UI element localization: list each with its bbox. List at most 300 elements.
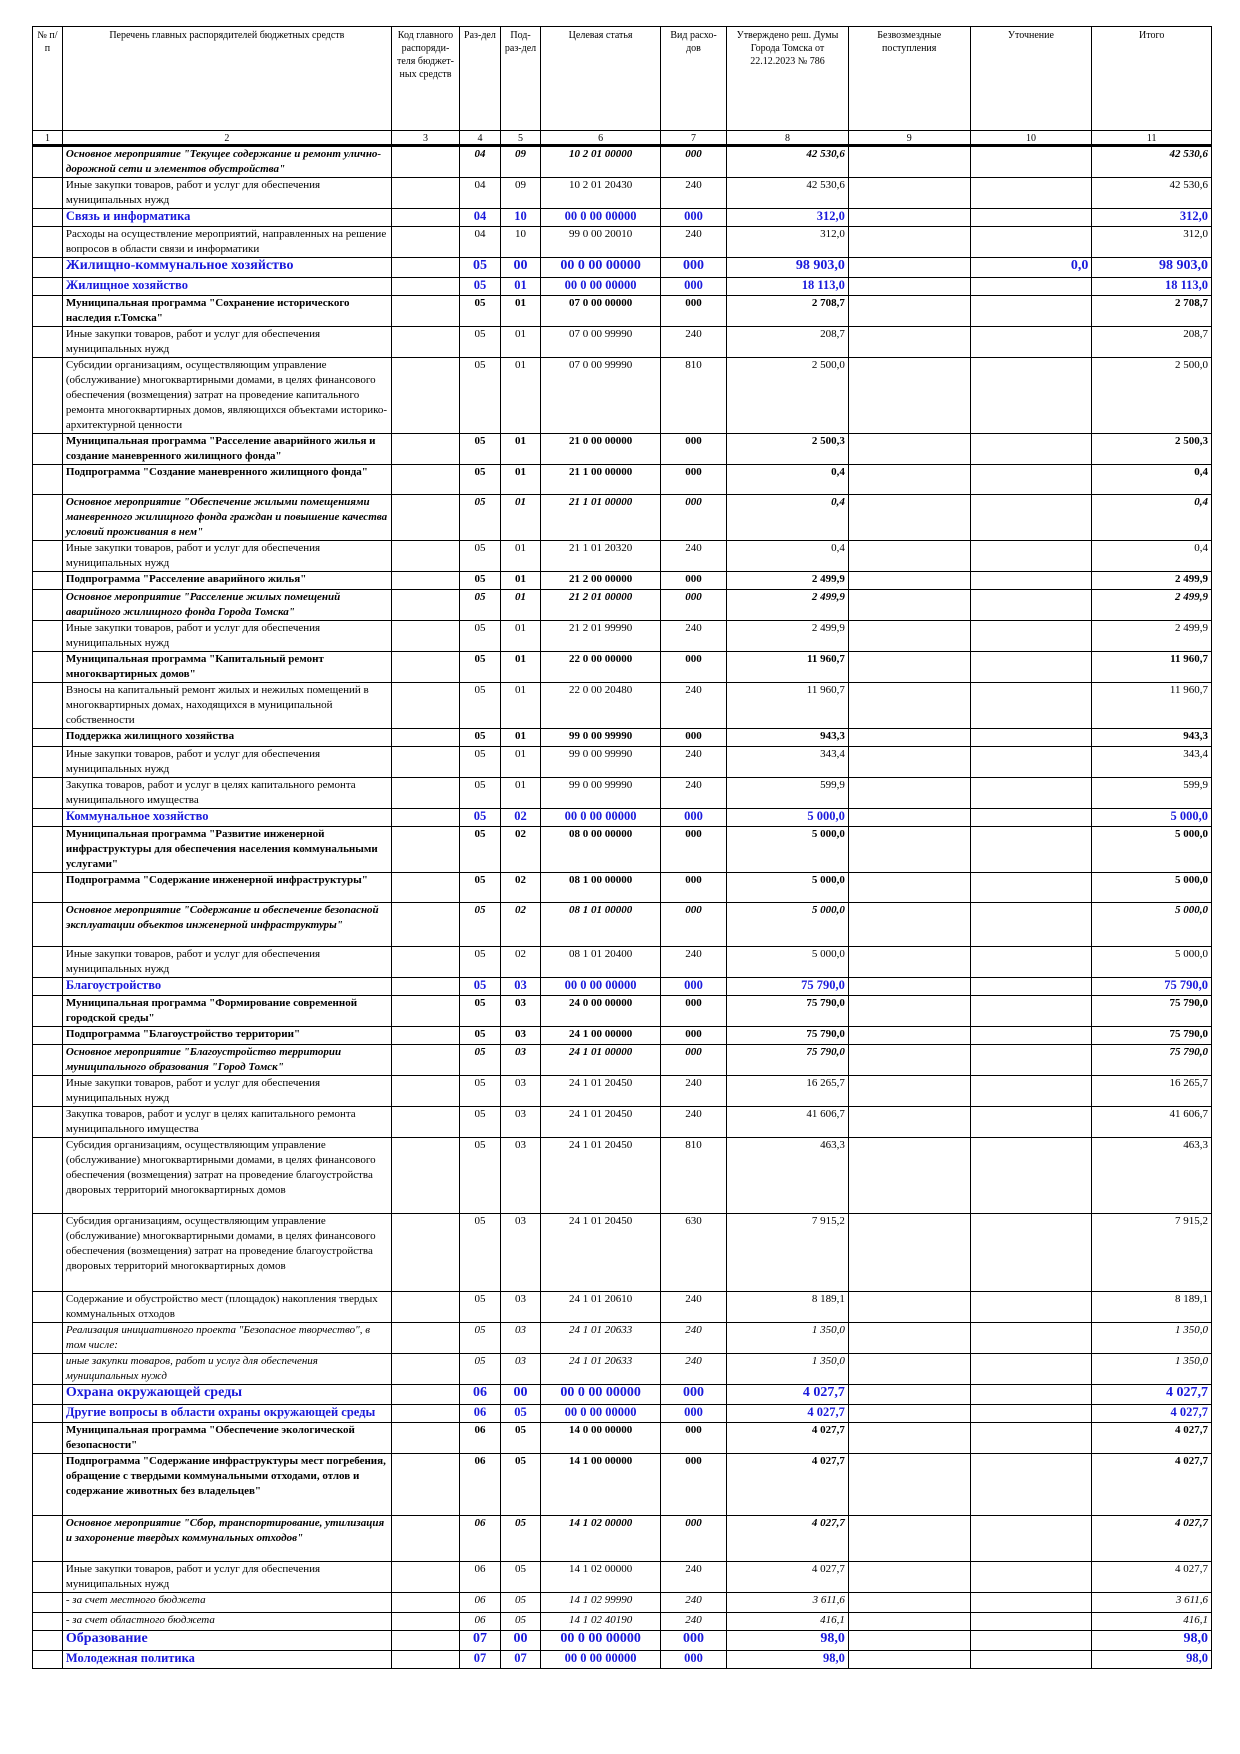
glavn-code-cell xyxy=(391,1107,459,1138)
gratuitous-amount-cell xyxy=(848,978,970,996)
table-row xyxy=(33,590,1212,621)
podrazdel-cell: 05 xyxy=(500,1613,541,1631)
total-amount-cell: 16 265,7 xyxy=(1092,1076,1212,1107)
podrazdel-cell: 03 xyxy=(500,1292,541,1323)
expense-type-cell: 810 xyxy=(660,358,726,434)
approved-amount-cell: 4 027,7 xyxy=(727,1454,849,1516)
podrazdel-cell: 10 xyxy=(500,209,541,227)
total-amount-cell: 1 350,0 xyxy=(1092,1354,1212,1385)
target-article-cell: 24 1 01 20633 xyxy=(541,1354,661,1385)
approved-amount-cell: 11 960,7 xyxy=(727,652,849,683)
adjustment-amount-cell xyxy=(970,827,1092,873)
adjustment-amount-cell xyxy=(970,278,1092,296)
target-article-cell: 99 0 00 20010 xyxy=(541,227,661,258)
glavn-code-cell xyxy=(391,1651,459,1669)
razdel-cell: 04 xyxy=(460,178,501,209)
razdel-cell: 06 xyxy=(460,1593,501,1613)
target-article-cell: 00 0 00 00000 xyxy=(541,258,661,278)
gratuitous-amount-cell xyxy=(848,1613,970,1631)
podrazdel-cell: 03 xyxy=(500,1214,541,1292)
header-col-adjustment: Уточнение xyxy=(970,27,1092,131)
total-amount-cell: 2 499,9 xyxy=(1092,572,1212,590)
table-row xyxy=(33,1613,1212,1631)
row-number-cell xyxy=(33,683,63,729)
podrazdel-cell: 03 xyxy=(500,1323,541,1354)
podrazdel-cell: 01 xyxy=(500,541,541,572)
glavn-code-cell xyxy=(391,572,459,590)
gratuitous-amount-cell xyxy=(848,146,970,178)
podrazdel-cell: 02 xyxy=(500,809,541,827)
podrazdel-cell: 01 xyxy=(500,495,541,541)
total-amount-cell: 41 606,7 xyxy=(1092,1107,1212,1138)
row-number-cell xyxy=(33,747,63,778)
total-amount-cell: 7 915,2 xyxy=(1092,1214,1212,1292)
row-number-cell xyxy=(33,1423,63,1454)
glavn-code-cell xyxy=(391,621,459,652)
target-article-cell: 24 1 01 20450 xyxy=(541,1138,661,1214)
podrazdel-cell: 03 xyxy=(500,1107,541,1138)
adjustment-amount-cell xyxy=(970,621,1092,652)
total-amount-cell: 2 499,9 xyxy=(1092,590,1212,621)
header-col-target-article: Целевая статья xyxy=(541,27,661,131)
adjustment-amount-cell xyxy=(970,465,1092,495)
razdel-cell: 05 xyxy=(460,652,501,683)
row-number-cell xyxy=(33,778,63,809)
item-name-cell: Подпрограмма "Содержание инженерной инфраструктуры" xyxy=(62,873,391,903)
item-name-cell: Субсидия организациям, осуществляющим управление (обслуживание) многоквартирными домами, в целях финансового обеспечения (возмещения) затрат на проведение благоустройства дворовых территорий многоквартирных домов xyxy=(62,1214,391,1292)
approved-amount-cell: 75 790,0 xyxy=(727,1045,849,1076)
razdel-cell: 05 xyxy=(460,809,501,827)
adjustment-amount-cell xyxy=(970,903,1092,947)
row-number-cell xyxy=(33,621,63,652)
approved-amount-cell: 5 000,0 xyxy=(727,873,849,903)
approved-amount-cell: 312,0 xyxy=(727,227,849,258)
adjustment-amount-cell xyxy=(970,227,1092,258)
expense-type-cell: 000 xyxy=(660,209,726,227)
target-article-cell: 24 1 01 20450 xyxy=(541,1076,661,1107)
table-row xyxy=(33,1076,1212,1107)
podrazdel-cell: 01 xyxy=(500,747,541,778)
table-row xyxy=(33,1292,1212,1323)
expense-type-cell: 240 xyxy=(660,1076,726,1107)
gratuitous-amount-cell xyxy=(848,1107,970,1138)
table-row xyxy=(33,296,1212,327)
approved-amount-cell: 599,9 xyxy=(727,778,849,809)
table-row xyxy=(33,258,1212,278)
total-amount-cell: 2 499,9 xyxy=(1092,621,1212,652)
adjustment-amount-cell: 0,0 xyxy=(970,258,1092,278)
gratuitous-amount-cell xyxy=(848,541,970,572)
podrazdel-cell: 05 xyxy=(500,1593,541,1613)
adjustment-amount-cell xyxy=(970,1323,1092,1354)
razdel-cell: 05 xyxy=(460,1292,501,1323)
row-number-cell xyxy=(33,873,63,903)
podrazdel-cell: 01 xyxy=(500,778,541,809)
row-number-cell xyxy=(33,1027,63,1045)
item-name-cell: Молодежная политика xyxy=(62,1651,391,1669)
podrazdel-cell: 03 xyxy=(500,1045,541,1076)
row-number-cell xyxy=(33,296,63,327)
total-amount-cell: 312,0 xyxy=(1092,209,1212,227)
razdel-cell: 05 xyxy=(460,978,501,996)
target-article-cell: 21 0 00 00000 xyxy=(541,434,661,465)
podrazdel-cell: 01 xyxy=(500,683,541,729)
item-name-cell: Основное мероприятие "Сбор, транспортирование, утилизация и захоронение твердых коммунальных отходов" xyxy=(62,1516,391,1562)
table-row xyxy=(33,541,1212,572)
row-number-cell xyxy=(33,903,63,947)
row-number-cell xyxy=(33,809,63,827)
gratuitous-amount-cell xyxy=(848,996,970,1027)
glavn-code-cell xyxy=(391,1562,459,1593)
razdel-cell: 05 xyxy=(460,873,501,903)
table-row xyxy=(33,1651,1212,1669)
razdel-cell: 05 xyxy=(460,434,501,465)
podrazdel-cell: 01 xyxy=(500,652,541,683)
podrazdel-cell: 01 xyxy=(500,296,541,327)
expense-type-cell: 000 xyxy=(660,1651,726,1669)
item-name-cell: Реализация инициативного проекта "Безопасное творчество", в том числе: xyxy=(62,1323,391,1354)
expense-type-cell: 000 xyxy=(660,873,726,903)
glavn-code-cell xyxy=(391,1423,459,1454)
header-col-glavn-code: Код главного распоряди-теля бюджет-ных средств xyxy=(391,27,459,131)
row-number-cell xyxy=(33,1354,63,1385)
gratuitous-amount-cell xyxy=(848,495,970,541)
adjustment-amount-cell xyxy=(970,495,1092,541)
target-article-cell: 99 0 00 99990 xyxy=(541,729,661,747)
glavn-code-cell xyxy=(391,1454,459,1516)
gratuitous-amount-cell xyxy=(848,296,970,327)
approved-amount-cell: 4 027,7 xyxy=(727,1423,849,1454)
target-article-cell: 22 0 00 00000 xyxy=(541,652,661,683)
glavn-code-cell xyxy=(391,652,459,683)
expense-type-cell: 000 xyxy=(660,1631,726,1651)
razdel-cell: 05 xyxy=(460,827,501,873)
razdel-cell: 05 xyxy=(460,903,501,947)
row-number-cell xyxy=(33,1631,63,1651)
adjustment-amount-cell xyxy=(970,683,1092,729)
table-row xyxy=(33,178,1212,209)
table-row xyxy=(33,146,1212,178)
expense-type-cell: 000 xyxy=(660,1516,726,1562)
adjustment-amount-cell xyxy=(970,572,1092,590)
row-number-cell xyxy=(33,209,63,227)
expense-type-cell: 000 xyxy=(660,978,726,996)
total-amount-cell: 75 790,0 xyxy=(1092,1027,1212,1045)
adjustment-amount-cell xyxy=(970,1027,1092,1045)
adjustment-amount-cell xyxy=(970,978,1092,996)
row-number-cell xyxy=(33,1516,63,1562)
row-number-cell xyxy=(33,1593,63,1613)
total-amount-cell: 463,3 xyxy=(1092,1138,1212,1214)
row-number-cell xyxy=(33,1651,63,1669)
expense-type-cell: 000 xyxy=(660,1045,726,1076)
item-name-cell: Основное мероприятие "Расселение жилых помещений аварийного жилищного фонда Города Томска" xyxy=(62,590,391,621)
razdel-cell: 04 xyxy=(460,146,501,178)
approved-amount-cell: 0,4 xyxy=(727,465,849,495)
razdel-cell: 07 xyxy=(460,1631,501,1651)
table-row xyxy=(33,809,1212,827)
target-article-cell: 08 1 01 20400 xyxy=(541,947,661,978)
adjustment-amount-cell xyxy=(970,1045,1092,1076)
glavn-code-cell xyxy=(391,1354,459,1385)
razdel-cell: 05 xyxy=(460,358,501,434)
total-amount-cell: 98 903,0 xyxy=(1092,258,1212,278)
table-row xyxy=(33,227,1212,258)
expense-type-cell: 240 xyxy=(660,621,726,652)
podrazdel-cell: 03 xyxy=(500,1027,541,1045)
table-row xyxy=(33,1454,1212,1516)
item-name-cell: Субсидия организациям, осуществляющим управление (обслуживание) многоквартирными домами, в целях финансового обеспечения (возмещения) затрат на проведение благоустройства дворовых территорий многоквартирных домов xyxy=(62,1138,391,1214)
header-col-number: № п/п xyxy=(33,27,63,131)
glavn-code-cell xyxy=(391,778,459,809)
razdel-cell: 05 xyxy=(460,947,501,978)
glavn-code-cell xyxy=(391,541,459,572)
approved-amount-cell: 0,4 xyxy=(727,541,849,572)
gratuitous-amount-cell xyxy=(848,683,970,729)
table-row xyxy=(33,729,1212,747)
expense-type-cell: 000 xyxy=(660,590,726,621)
razdel-cell: 06 xyxy=(460,1454,501,1516)
item-name-cell: Взносы на капитальный ремонт жилых и нежилых помещений в многоквартирных домах, находящихся в муниципальной собственности xyxy=(62,683,391,729)
table-row xyxy=(33,903,1212,947)
razdel-cell: 05 xyxy=(460,1107,501,1138)
approved-amount-cell: 5 000,0 xyxy=(727,827,849,873)
expense-type-cell: 000 xyxy=(660,1027,726,1045)
adjustment-amount-cell xyxy=(970,778,1092,809)
glavn-code-cell xyxy=(391,809,459,827)
podrazdel-cell: 09 xyxy=(500,178,541,209)
glavn-code-cell xyxy=(391,1138,459,1214)
target-article-cell: 07 0 00 99990 xyxy=(541,327,661,358)
total-amount-cell: 75 790,0 xyxy=(1092,978,1212,996)
row-number-cell xyxy=(33,652,63,683)
gratuitous-amount-cell xyxy=(848,947,970,978)
gratuitous-amount-cell xyxy=(848,1385,970,1405)
table-row xyxy=(33,947,1212,978)
approved-amount-cell: 2 499,9 xyxy=(727,621,849,652)
target-article-cell: 00 0 00 00000 xyxy=(541,1405,661,1423)
total-amount-cell: 5 000,0 xyxy=(1092,873,1212,903)
gratuitous-amount-cell xyxy=(848,809,970,827)
item-name-cell: Иные закупки товаров, работ и услуг для обеспечения муниципальных нужд xyxy=(62,541,391,572)
approved-amount-cell: 1 350,0 xyxy=(727,1323,849,1354)
expense-type-cell: 000 xyxy=(660,465,726,495)
column-number: 9 xyxy=(848,131,970,146)
total-amount-cell: 42 530,6 xyxy=(1092,178,1212,209)
adjustment-amount-cell xyxy=(970,590,1092,621)
approved-amount-cell: 16 265,7 xyxy=(727,1076,849,1107)
table-row xyxy=(33,621,1212,652)
item-name-cell: Основное мероприятие "Текущее содержание и ремонт улично-дорожной сети и элементов обустройства" xyxy=(62,146,391,178)
adjustment-amount-cell xyxy=(970,1613,1092,1631)
gratuitous-amount-cell xyxy=(848,903,970,947)
table-row xyxy=(33,327,1212,358)
row-number-cell xyxy=(33,1405,63,1423)
approved-amount-cell: 75 790,0 xyxy=(727,996,849,1027)
total-amount-cell: 2 500,0 xyxy=(1092,358,1212,434)
total-amount-cell: 1 350,0 xyxy=(1092,1323,1212,1354)
razdel-cell: 06 xyxy=(460,1423,501,1454)
adjustment-amount-cell xyxy=(970,1423,1092,1454)
table-row xyxy=(33,1593,1212,1613)
gratuitous-amount-cell xyxy=(848,1323,970,1354)
item-name-cell: Охрана окружающей среды xyxy=(62,1385,391,1405)
podrazdel-cell: 01 xyxy=(500,278,541,296)
glavn-code-cell xyxy=(391,1214,459,1292)
total-amount-cell: 599,9 xyxy=(1092,778,1212,809)
table-row xyxy=(33,873,1212,903)
item-name-cell: - за счет местного бюджета xyxy=(62,1593,391,1613)
gratuitous-amount-cell xyxy=(848,209,970,227)
expense-type-cell: 240 xyxy=(660,1354,726,1385)
glavn-code-cell xyxy=(391,1027,459,1045)
expense-type-cell: 000 xyxy=(660,652,726,683)
item-name-cell: - за счет областного бюджета xyxy=(62,1613,391,1631)
item-name-cell: Поддержка жилищного хозяйства xyxy=(62,729,391,747)
razdel-cell: 04 xyxy=(460,209,501,227)
target-article-cell: 14 1 02 99990 xyxy=(541,1593,661,1613)
target-article-cell: 24 1 01 00000 xyxy=(541,1045,661,1076)
gratuitous-amount-cell xyxy=(848,747,970,778)
razdel-cell: 05 xyxy=(460,683,501,729)
table-row xyxy=(33,465,1212,495)
expense-type-cell: 240 xyxy=(660,1107,726,1138)
target-article-cell: 24 1 01 20450 xyxy=(541,1107,661,1138)
gratuitous-amount-cell xyxy=(848,652,970,683)
item-name-cell: Подпрограмма "Содержание инфраструктуры мест погребения, обращение с твердыми коммунальными отходами, отлов и содержание животных без владельцев" xyxy=(62,1454,391,1516)
adjustment-amount-cell xyxy=(970,434,1092,465)
row-number-cell xyxy=(33,358,63,434)
total-amount-cell: 75 790,0 xyxy=(1092,996,1212,1027)
adjustment-amount-cell xyxy=(970,541,1092,572)
target-article-cell: 21 2 00 00000 xyxy=(541,572,661,590)
total-amount-cell: 0,4 xyxy=(1092,541,1212,572)
row-number-cell xyxy=(33,590,63,621)
glavn-code-cell xyxy=(391,327,459,358)
target-article-cell: 08 1 00 00000 xyxy=(541,873,661,903)
column-number: 8 xyxy=(727,131,849,146)
expense-type-cell: 240 xyxy=(660,1292,726,1323)
adjustment-amount-cell xyxy=(970,296,1092,327)
gratuitous-amount-cell xyxy=(848,1651,970,1669)
expense-type-cell: 240 xyxy=(660,778,726,809)
table-row xyxy=(33,1631,1212,1651)
adjustment-amount-cell xyxy=(970,873,1092,903)
table-row xyxy=(33,278,1212,296)
razdel-cell: 05 xyxy=(460,1045,501,1076)
row-number-cell xyxy=(33,465,63,495)
expense-type-cell: 000 xyxy=(660,996,726,1027)
glavn-code-cell xyxy=(391,1323,459,1354)
adjustment-amount-cell xyxy=(970,327,1092,358)
glavn-code-cell xyxy=(391,947,459,978)
expense-type-cell: 000 xyxy=(660,146,726,178)
podrazdel-cell: 02 xyxy=(500,873,541,903)
gratuitous-amount-cell xyxy=(848,1631,970,1651)
row-number-cell xyxy=(33,327,63,358)
target-article-cell: 07 0 00 99990 xyxy=(541,358,661,434)
expense-type-cell: 240 xyxy=(660,227,726,258)
razdel-cell: 05 xyxy=(460,296,501,327)
target-article-cell: 24 1 01 20633 xyxy=(541,1323,661,1354)
adjustment-amount-cell xyxy=(970,947,1092,978)
gratuitous-amount-cell xyxy=(848,1405,970,1423)
adjustment-amount-cell xyxy=(970,1138,1092,1214)
row-number-cell xyxy=(33,1323,63,1354)
podrazdel-cell: 09 xyxy=(500,146,541,178)
target-article-cell: 14 1 02 00000 xyxy=(541,1562,661,1593)
total-amount-cell: 4 027,7 xyxy=(1092,1454,1212,1516)
approved-amount-cell: 5 000,0 xyxy=(727,947,849,978)
target-article-cell: 00 0 00 00000 xyxy=(541,1651,661,1669)
table-row xyxy=(33,1214,1212,1292)
adjustment-amount-cell xyxy=(970,1292,1092,1323)
glavn-code-cell xyxy=(391,1405,459,1423)
approved-amount-cell: 75 790,0 xyxy=(727,978,849,996)
razdel-cell: 05 xyxy=(460,729,501,747)
table-row xyxy=(33,778,1212,809)
expense-type-cell: 000 xyxy=(660,729,726,747)
razdel-cell: 05 xyxy=(460,1076,501,1107)
item-name-cell: Муниципальная программа "Формирование современной городской среды" xyxy=(62,996,391,1027)
row-number-cell xyxy=(33,1292,63,1323)
total-amount-cell: 5 000,0 xyxy=(1092,903,1212,947)
table-row xyxy=(33,434,1212,465)
target-article-cell: 14 1 02 40190 xyxy=(541,1613,661,1631)
target-article-cell: 24 0 00 00000 xyxy=(541,996,661,1027)
podrazdel-cell: 01 xyxy=(500,358,541,434)
expense-type-cell: 240 xyxy=(660,541,726,572)
item-name-cell: Основное мероприятие "Благоустройство территории муниципального образования "Город Томск" xyxy=(62,1045,391,1076)
row-number-cell xyxy=(33,227,63,258)
target-article-cell: 00 0 00 00000 xyxy=(541,809,661,827)
item-name-cell: Иные закупки товаров, работ и услуг для обеспечения муниципальных нужд xyxy=(62,621,391,652)
column-number: 7 xyxy=(660,131,726,146)
total-amount-cell: 5 000,0 xyxy=(1092,947,1212,978)
column-number: 6 xyxy=(541,131,661,146)
podrazdel-cell: 01 xyxy=(500,327,541,358)
razdel-cell: 05 xyxy=(460,747,501,778)
item-name-cell: Подпрограмма "Расселение аварийного жилья" xyxy=(62,572,391,590)
item-name-cell: Подпрограмма "Благоустройство территории" xyxy=(62,1027,391,1045)
razdel-cell: 05 xyxy=(460,572,501,590)
target-article-cell: 21 1 00 00000 xyxy=(541,465,661,495)
razdel-cell: 05 xyxy=(460,278,501,296)
total-amount-cell: 4 027,7 xyxy=(1092,1516,1212,1562)
gratuitous-amount-cell xyxy=(848,778,970,809)
gratuitous-amount-cell xyxy=(848,178,970,209)
total-amount-cell: 312,0 xyxy=(1092,227,1212,258)
gratuitous-amount-cell xyxy=(848,1292,970,1323)
column-number: 2 xyxy=(62,131,391,146)
total-amount-cell: 343,4 xyxy=(1092,747,1212,778)
razdel-cell: 07 xyxy=(460,1651,501,1669)
approved-amount-cell: 98 903,0 xyxy=(727,258,849,278)
total-amount-cell: 0,4 xyxy=(1092,495,1212,541)
glavn-code-cell xyxy=(391,358,459,434)
table-header xyxy=(33,27,1212,146)
adjustment-amount-cell xyxy=(970,1651,1092,1669)
adjustment-amount-cell xyxy=(970,996,1092,1027)
gratuitous-amount-cell xyxy=(848,1593,970,1613)
glavn-code-cell xyxy=(391,278,459,296)
target-article-cell: 21 2 01 00000 xyxy=(541,590,661,621)
target-article-cell: 00 0 00 00000 xyxy=(541,1631,661,1651)
header-col-total: Итого xyxy=(1092,27,1212,131)
glavn-code-cell xyxy=(391,1631,459,1651)
adjustment-amount-cell xyxy=(970,1516,1092,1562)
item-name-cell: Иные закупки товаров, работ и услуг для обеспечения муниципальных нужд xyxy=(62,327,391,358)
